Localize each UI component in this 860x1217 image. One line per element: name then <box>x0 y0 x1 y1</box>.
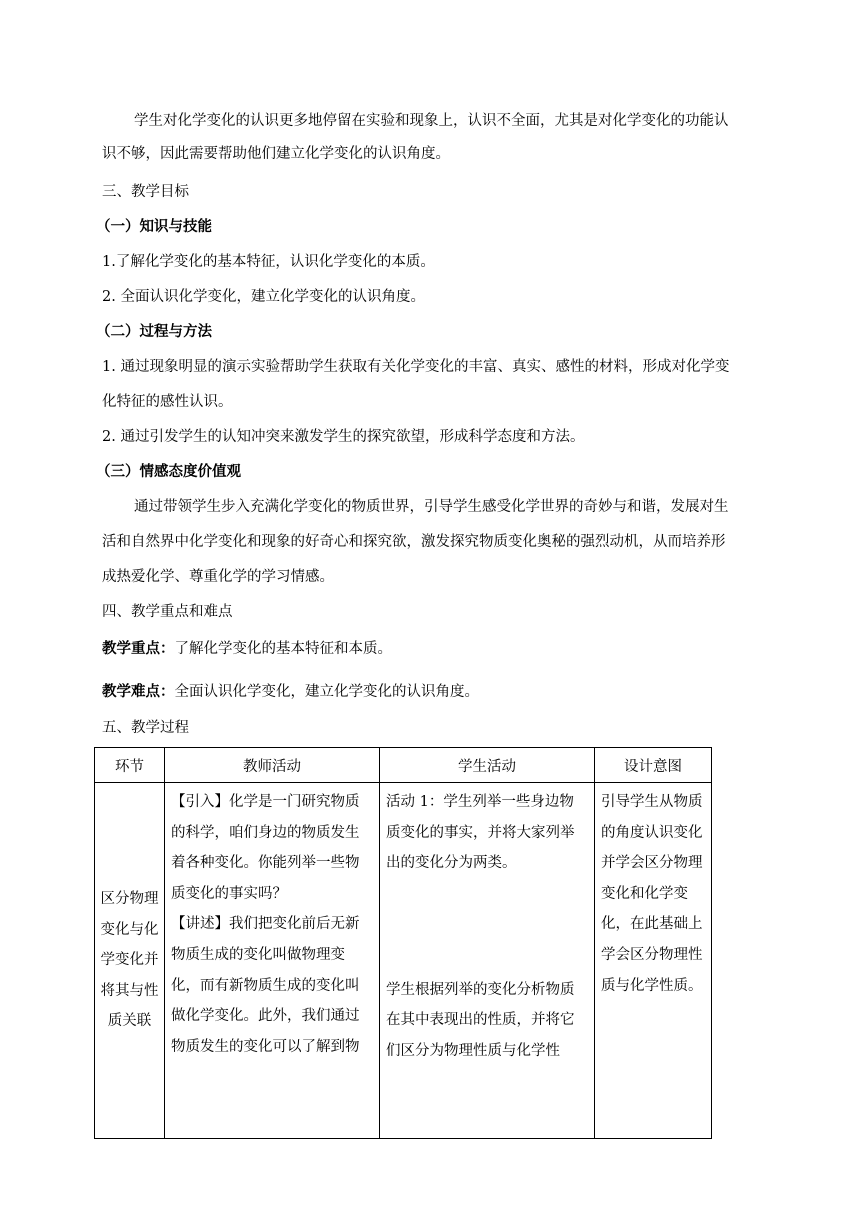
student-activity-1: 活动 1：学生列举一些身边物质变化的事实，并将大家列举出的变化分为两类。 <box>386 794 575 872</box>
stage-text: 区分物理变化与化学变化并将其与性质关联 <box>100 891 159 1030</box>
process-item-1-line-2: 化特征的感性认识。 <box>102 394 233 410</box>
key-point-text: 了解化学变化的基本特征和本质。 <box>174 641 392 657</box>
values-line-2: 活和自然界中化学变化和现象的好奇心和探究欲，激发探究物质变化奥秘的强烈动机，从而培养形 <box>102 534 726 550</box>
process-item-2: 2. 通过引发学生的认知冲突来激发学生的探究欲望，形成科学态度和方法。 <box>102 429 585 445</box>
cell-design-intent <box>595 783 712 1139</box>
values-line-1: 通过带领学生步入充满化学变化的物质世界，引导学生感受化学世界的奇妙与和谐，发展对生 <box>134 499 729 515</box>
teacher-intro: 【引入】化学是一门研究物质的科学，咱们身边的物质发生着各种变化。你能列举一些物质变化的事实吗？ <box>171 794 360 902</box>
header-stage: 环节 <box>95 748 165 783</box>
difficult-point-text: 全面认识化学变化，建立化学变化的认识角度。 <box>174 684 479 700</box>
cell-teacher-activity <box>165 783 380 1139</box>
cell-student-activity <box>380 783 595 1139</box>
subsection-values-heading: （三）情感态度价值观 <box>96 463 241 480</box>
subsection-knowledge-heading: （一）知识与技能 <box>96 218 212 235</box>
difficult-point <box>102 683 479 701</box>
cell-stage <box>95 783 165 1139</box>
table-header-row <box>95 748 712 783</box>
table-row <box>95 783 712 1139</box>
intro-line-1: 学生对化学变化的认识更多地停留在实验和现象上，认识不全面，尤其是对化学变化的功能认 <box>134 113 729 129</box>
section-5-heading: 五、教学过程 <box>102 720 189 736</box>
knowledge-item-2: 2. 全面认识化学变化，建立化学变化的认识角度。 <box>102 289 425 305</box>
intro-line-2: 识不够，因此需要帮助他们建立化学变化的认识角度。 <box>102 146 450 162</box>
intro-paragraph <box>102 105 766 171</box>
knowledge-item-1: 1.了解化学变化的基本特征，认识化学变化的本质。 <box>102 254 435 270</box>
header-design-intent: 设计意图 <box>595 748 712 783</box>
design-intent-text: 引导学生从物质的角度认识变化并学会区分物理变化和化学变化，在此基础上学会区分物理性质与化学性质。 <box>601 794 703 994</box>
header-teacher-activity: 教师活动 <box>165 748 380 783</box>
teacher-explain: 【讲述】我们把变化前后无新物质生成的变化叫做物理变化，而有新物质生成的变化叫做化学变化。此外，我们通过物质发生的变化可以了解到物 <box>171 916 360 1055</box>
teaching-process-table <box>94 747 712 1139</box>
section-4-heading: 四、教学重点和难点 <box>102 604 233 620</box>
key-point <box>102 640 392 658</box>
header-student-activity: 学生活动 <box>380 748 595 783</box>
student-activity-2: 学生根据列举的变化分析物质在其中表现出的性质，并将它们区分为物理性质与化学性 <box>386 981 575 1059</box>
key-point-label: 教学重点： <box>102 640 175 657</box>
difficult-point-label: 教学难点： <box>102 683 175 700</box>
process-item-1-line-1: 1. 通过现象明显的演示实验帮助学生获取有关化学变化的丰富、真实、感性的材料，形成对化学变 <box>102 359 730 375</box>
section-3-heading: 三、教学目标 <box>102 184 189 200</box>
values-line-3: 成热爱化学、尊重化学的学习情感。 <box>102 569 334 585</box>
subsection-process-heading: （二）过程与方法 <box>96 323 212 340</box>
